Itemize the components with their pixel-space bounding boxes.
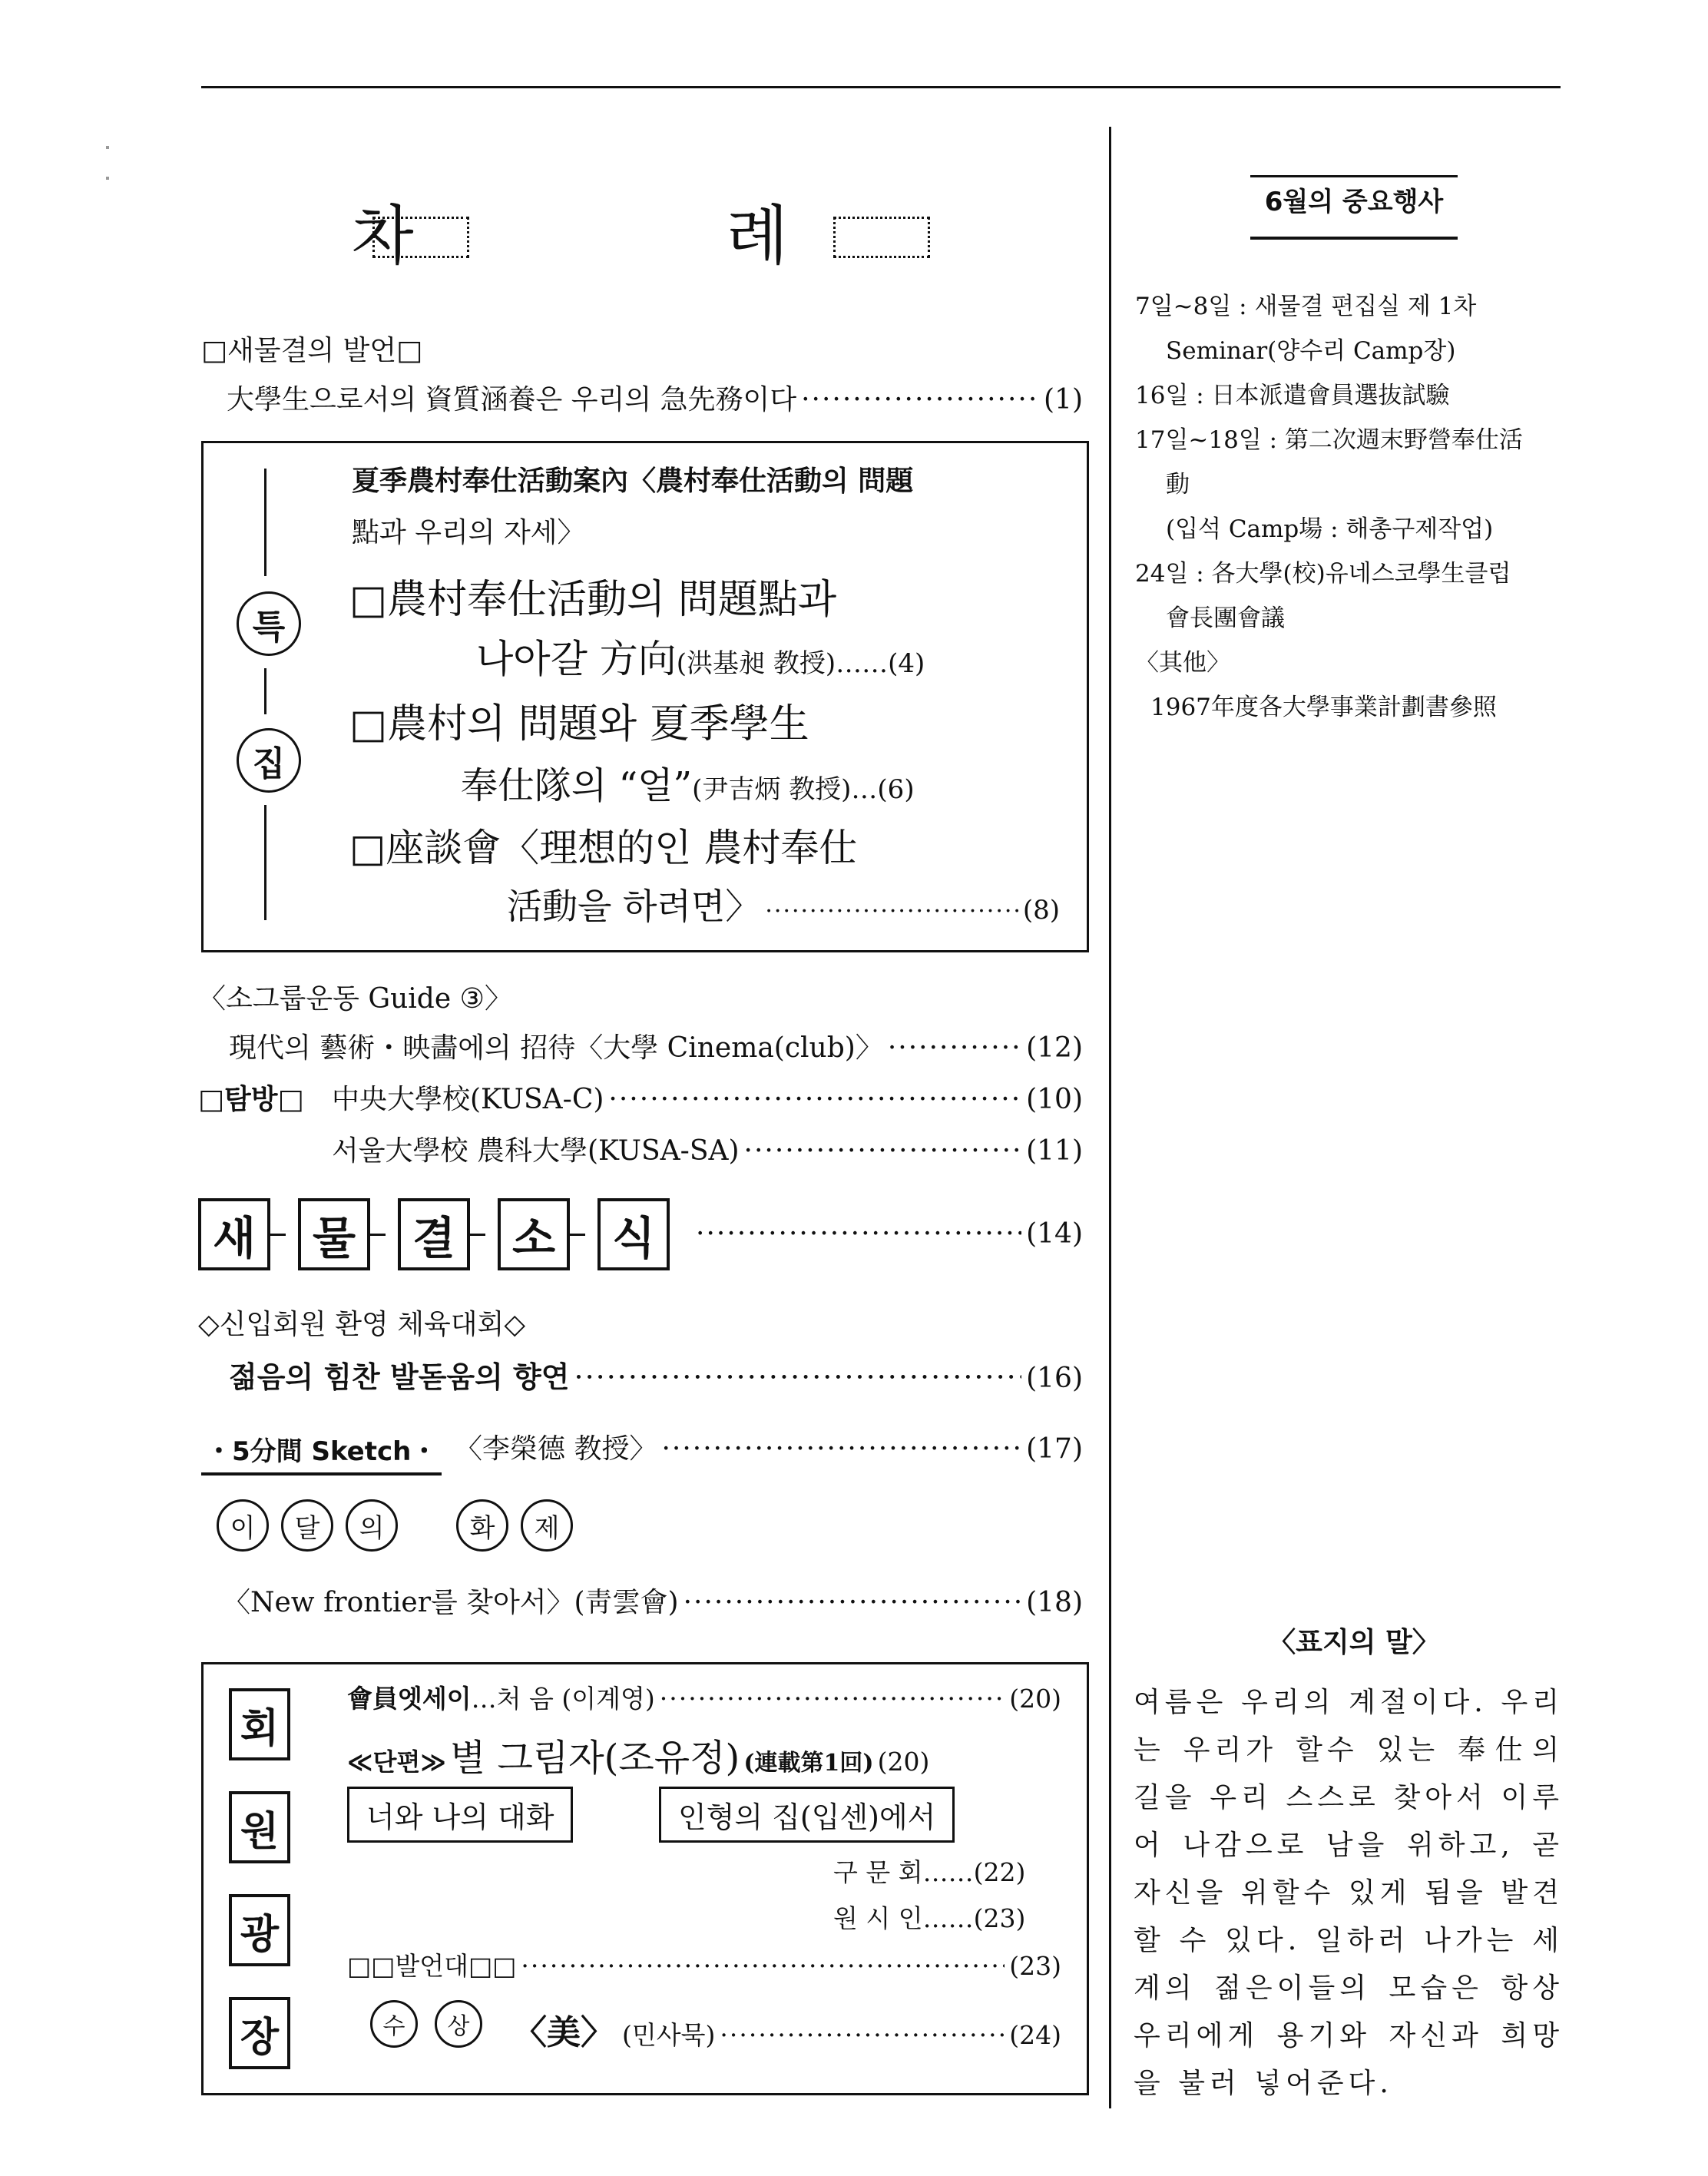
page-title: 차 례 (351, 198, 935, 273)
topic-char: 화 (456, 1499, 508, 1552)
toc-entry-essay[interactable] (347, 1679, 1061, 1715)
toc-page-number: (11) (1026, 1135, 1083, 1167)
plaza-char: 회 (229, 1688, 290, 1760)
news-connector (570, 1234, 585, 1236)
toc-entry-author: (洪基昶 教授) (676, 648, 836, 679)
news-connector (470, 1234, 485, 1236)
toc-entry-tambang-1[interactable] (332, 1078, 1083, 1117)
toc-page-number: (1) (1044, 384, 1083, 416)
toc-page-number: (24) (1009, 2020, 1061, 2050)
toc-page-number: (14) (1026, 1218, 1083, 1250)
news-char: 새 (198, 1198, 270, 1270)
toc-page-number: (23) (973, 1903, 1026, 1933)
topic-char: 제 (521, 1499, 573, 1552)
event-line: 動 (1166, 471, 1190, 498)
toc-entry-author: (尹吉炳 教授) (692, 774, 852, 805)
toc-entry-title: □□발언대□□ (347, 1951, 517, 1981)
leader-dots (765, 898, 1018, 925)
event-line: 會長團會議 (1166, 604, 1285, 632)
news-char: 소 (498, 1198, 570, 1270)
toc-page-number: (10) (1026, 1084, 1083, 1115)
toc-entry-welcome[interactable] (229, 1353, 1083, 1396)
toc-page-number: (16) (1026, 1363, 1083, 1394)
news-char: 결 (398, 1198, 470, 1270)
toc-entry-title: 現代의 藝術・映畵에의 招待〈大學 Cinema(club)〉 (229, 1032, 883, 1064)
toc-page-number: (17) (1026, 1433, 1083, 1465)
special-item2-line1[interactable]: □農村의 問題와 夏季學生 (349, 701, 809, 747)
leader-dots (608, 1084, 1021, 1115)
cover-note-text: 여름은 우리의 계절이다. 우리는 우리가 할수 있는 奉仕의 길을 우리 스스로 찾아서 이루어 나감으로 남을 위하고, 곧 자신을 위할수 있게 됨을 발견할 수 있다. 일하러 나가는 세계의 젊은이들의 모습은 항상 우리에게 용기와 자신과 희망을 불러 넣어준다. (1134, 1687, 1564, 2099)
toc-entry-topic[interactable] (223, 1581, 1083, 1620)
tambang-label: □탐방□ (198, 1084, 304, 1115)
leader-dots (720, 2020, 1005, 2050)
sub-box-a: 너와 나의 대화 (347, 1787, 573, 1843)
leader-dots (660, 1684, 1005, 1714)
toc-page-number: (18) (1026, 1587, 1083, 1618)
toc-entry-note: (連載第1回) (743, 1750, 874, 1777)
toc-entry-balun2[interactable] (347, 1946, 1061, 1982)
toc-entry-balun[interactable] (227, 378, 1083, 417)
special-item2-line2[interactable] (461, 756, 915, 809)
toc-page-number: (22) (973, 1857, 1026, 1887)
toc-entry-title: 젊음의 힘찬 발돋움의 향연 (229, 1360, 570, 1394)
event-line: 〈其他〉 (1135, 649, 1230, 677)
toc-entry-title: 〈李榮德 教授〉 (455, 1433, 657, 1465)
topic-char: 달 (281, 1499, 333, 1552)
toc-entry-title: 〈美〉 (513, 2013, 614, 2052)
toc-page-number: (23) (1009, 1951, 1061, 1981)
events-title-bottom-rule (1250, 237, 1458, 240)
toc-entry-label: 會員엣세이 (347, 1684, 472, 1714)
events-title-top-rule (1250, 175, 1458, 177)
toc-entry-title: 서울大學校 農科大學(KUSA-SA) (332, 1135, 740, 1167)
toc-entry-news[interactable] (691, 1218, 1083, 1250)
toc-entry-essay2[interactable] (513, 2005, 1061, 2054)
toc-entry-author: 구 문 회 (833, 1857, 923, 1887)
toc-entry-author: (민사묵) (622, 2020, 716, 2050)
toc-entry-sub1[interactable] (833, 1853, 1025, 1889)
special-label-2: 집 (237, 728, 301, 793)
news-connector (370, 1234, 386, 1236)
leader-dots (744, 1135, 1022, 1167)
essay2-char: 상 (435, 2000, 482, 2048)
toc-entry-title: 活動을 하려면〉 (507, 886, 761, 927)
leader-dots (521, 1951, 1005, 1981)
leader-dots (574, 1360, 1021, 1394)
toc-entry-sub2[interactable] (833, 1899, 1025, 1935)
event-line: 17일~18일 : 第二次週末野營奉仕活 (1135, 426, 1523, 454)
plaza-char: 광 (229, 1894, 290, 1966)
title-ornament-right (833, 217, 930, 258)
toc-page-number: (8) (1022, 895, 1060, 926)
toc-page-number: (20) (1009, 1684, 1061, 1714)
toc-entry-guide[interactable] (229, 1026, 1083, 1065)
toc-entry-title: 〈New frontier를 찾아서〉(靑雲會) (223, 1587, 679, 1618)
toc-entry-title: 나아갈 方向 (476, 637, 677, 681)
column-divider (1109, 127, 1111, 2108)
special-item3-line1[interactable]: □座談會〈理想的인 農村奉仕 (349, 826, 858, 870)
leader-dots: …… (922, 1903, 974, 1933)
leader-dots (801, 384, 1039, 416)
cover-note-title: 〈표지의 말〉 (1268, 1627, 1440, 1658)
special-item1-line1[interactable]: □農村奉仕活動의 問題點과 (349, 577, 837, 623)
plaza-char: 장 (229, 1997, 290, 2069)
leader-dots: … (851, 774, 878, 805)
leader-dots (888, 1032, 1021, 1064)
sketch-label: ・5分間 Sketch・ (201, 1430, 442, 1476)
plaza-char: 원 (229, 1791, 290, 1863)
vertical-rule (264, 805, 266, 920)
essay2-char: 수 (370, 2000, 418, 2048)
event-line: 16일 : 日本派遣會員選抜試驗 (1135, 382, 1450, 409)
guide-label: 〈소그룹운동 Guide ③〉 (198, 983, 512, 1015)
toc-entry-story[interactable] (347, 1728, 929, 1781)
toc-page-number: (20) (877, 1747, 930, 1777)
toc-entry-title: …처 음 (이계영) (471, 1684, 655, 1714)
event-line: 7일~8일 : 새물결 편집실 제 1차 (1135, 293, 1477, 320)
news-char: 식 (597, 1198, 670, 1270)
toc-entry-title: 中央大學校(KUSA-C) (332, 1084, 604, 1115)
toc-entry-author: 원 시 인 (833, 1903, 923, 1933)
news-connector (270, 1234, 286, 1236)
special-item1-line2[interactable] (476, 628, 925, 684)
special-intro-line1: 夏季農村奉仕活動案內〈農村奉仕活動의 問題 (352, 465, 914, 497)
top-rule (201, 86, 1561, 88)
toc-page-number: (6) (877, 774, 915, 805)
toc-entry-title: 大學生으로서의 資質涵養은 우리의 急先務이다 (227, 384, 797, 416)
news-char: 물 (298, 1198, 370, 1270)
event-line: (입석 Camp場 : 해총구제작업) (1166, 515, 1494, 543)
leader-dots (696, 1218, 1021, 1250)
vertical-rule (264, 668, 266, 714)
scan-mark (106, 146, 109, 149)
special-item3-line2[interactable] (507, 879, 1060, 929)
toc-page-number: (4) (888, 648, 925, 679)
topic-char: 의 (346, 1499, 398, 1552)
topic-char: 이 (217, 1499, 269, 1552)
special-intro-line2: 點과 우리의 자세〉 (352, 517, 585, 548)
event-line: 24일 : 各大學(校)유네스코學生클럽 (1135, 560, 1511, 588)
leader-dots (684, 1587, 1022, 1618)
special-label-1: 특 (237, 591, 301, 656)
toc-entry-label: ≪단편≫ (347, 1747, 446, 1777)
toc-entry-sketch[interactable] (455, 1427, 1083, 1466)
leader-dots: …… (922, 1857, 974, 1887)
vertical-rule (264, 469, 266, 576)
scan-mark (106, 177, 109, 180)
event-line: 1967年度各大學事業計劃書參照 (1150, 694, 1497, 721)
toc-entry-title: 별 그림자(조유정) (449, 1737, 740, 1780)
leader-dots (661, 1433, 1021, 1465)
toc-entry-tambang-2[interactable] (332, 1129, 1083, 1168)
toc-page-number: (12) (1026, 1032, 1083, 1064)
welcome-label: ◇신입회원 환영 체육대회◇ (198, 1309, 526, 1340)
sub-box-b: 인형의 집(입센)에서 (659, 1787, 955, 1843)
toc-entry-title: 奉仕隊의 “얼” (461, 764, 693, 807)
balun-label: □새물결의 발언□ (201, 335, 423, 366)
leader-dots: …… (836, 648, 889, 679)
events-title: 6월의 중요행사 (1264, 187, 1444, 217)
event-line: Seminar(양수리 Camp장) (1166, 337, 1456, 365)
